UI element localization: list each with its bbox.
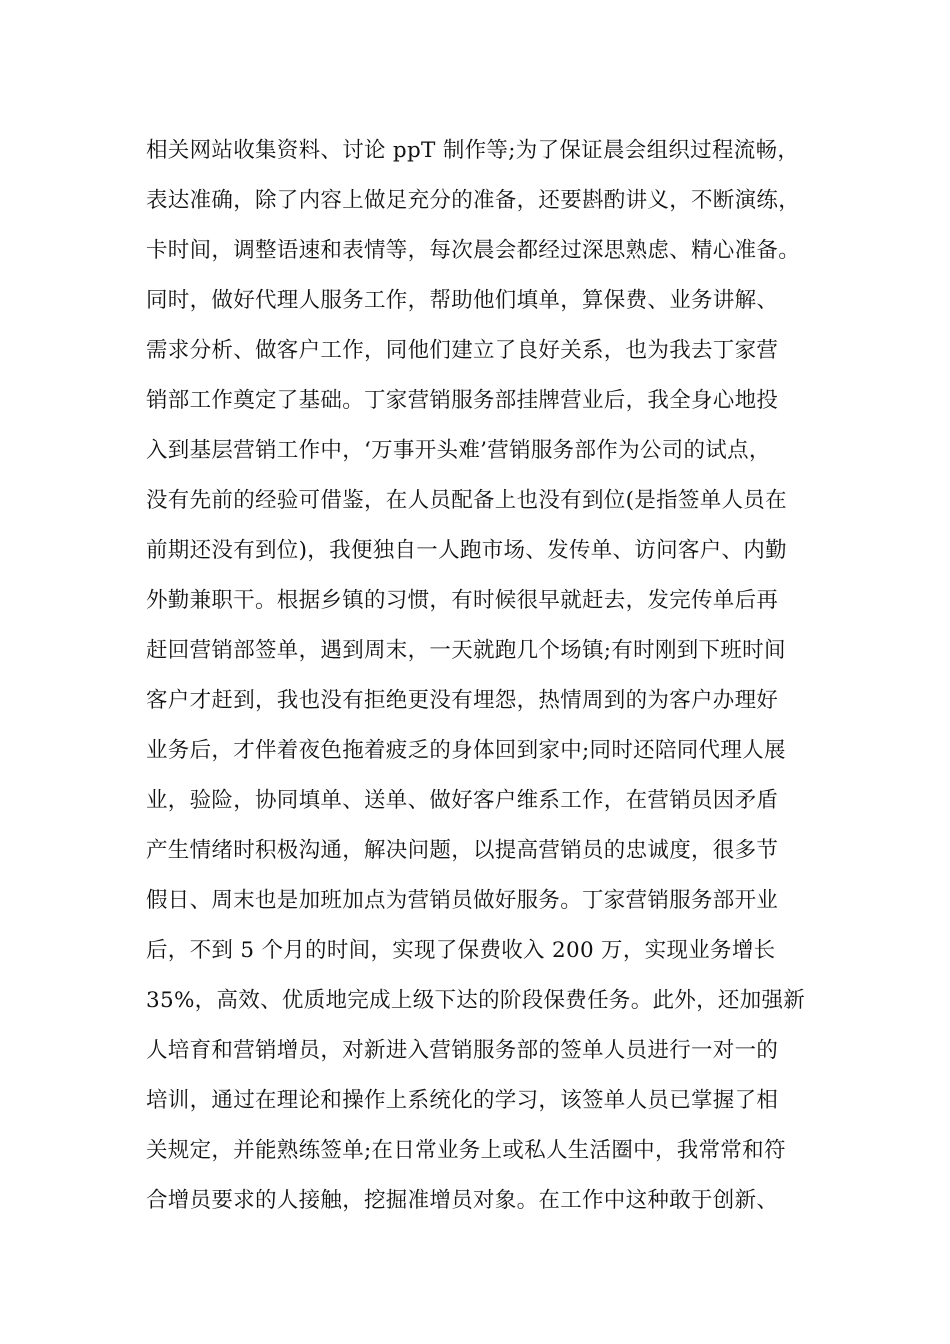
text-line: 入到基层营销工作中，‘万事开头难’营销服务部作为公司的试点， — [146, 438, 771, 463]
text-line: 同时，做好代理人服务工作，帮助他们填单，算保费、业务讲解、 — [146, 288, 779, 313]
text-line: 相关网站收集资料、讨论 ppT 制作等;为了保证晨会组织过程流畅， — [146, 138, 800, 163]
text-line: 关规定，并能熟练签单;在日常业务上或私人生活圈中，我常常和符 — [146, 1138, 786, 1163]
text-line: 合增员要求的人接触，挖掘准增员对象。在工作中这种敢于创新、 — [146, 1188, 779, 1213]
text-line: 前期还没有到位)，我便独自一人跑市场、发传单、访问客户、内勤 — [146, 538, 787, 563]
text-line: 卡时间，调整语速和表情等，每次晨会都经过深思熟虑、精心准备。 — [146, 238, 801, 263]
text-line: 需求分析、做客户工作，同他们建立了良好关系，也为我去丁家营 — [146, 338, 779, 363]
text-line: 没有先前的经验可借鉴，在人员配备上也没有到位(是指签单人员在 — [146, 488, 787, 513]
text-line: 客户才赶到，我也没有拒绝更没有埋怨，热情周到的为客户办理好 — [146, 688, 779, 713]
text-line: 后，不到 5 个月的时间，实现了保费收入 200 万，实现业务增长 — [146, 938, 776, 963]
text-line: 业务后，才伴着夜色拖着疲乏的身体回到家中;同时还陪同代理人展 — [146, 738, 786, 763]
text-line: 业，验险，协同填单、送单、做好客户维系工作，在营销员因矛盾 — [146, 788, 779, 813]
text-line: 销部工作奠定了基础。丁家营销服务部挂牌营业后，我全身心地投 — [146, 388, 779, 413]
text-line: 外勤兼职干。根据乡镇的习惯，有时候很早就赶去，发完传单后再 — [146, 588, 779, 613]
text-line: 表达准确，除了内容上做足充分的准备，还要斟酌讲义，不断演练， — [146, 188, 801, 213]
text-line: 35%，高效、优质地完成上级下达的阶段保费任务。此外，还加强新 — [146, 988, 806, 1013]
body-text — [146, 134, 836, 1234]
text-line: 假日、周末也是加班加点为营销员做好服务。丁家营销服务部开业 — [146, 888, 779, 913]
text-line: 培训，通过在理论和操作上系统化的学习，该签单人员已掌握了相 — [146, 1088, 779, 1113]
text-line: 赶回营销部签单，遇到周末，一天就跑几个场镇;有时刚到下班时间 — [146, 638, 786, 663]
text-line: 产生情绪时积极沟通，解决问题，以提高营销员的忠诚度，很多节 — [146, 838, 779, 863]
text-line: 人培育和营销增员，对新进入营销服务部的签单人员进行一对一的 — [146, 1038, 779, 1063]
